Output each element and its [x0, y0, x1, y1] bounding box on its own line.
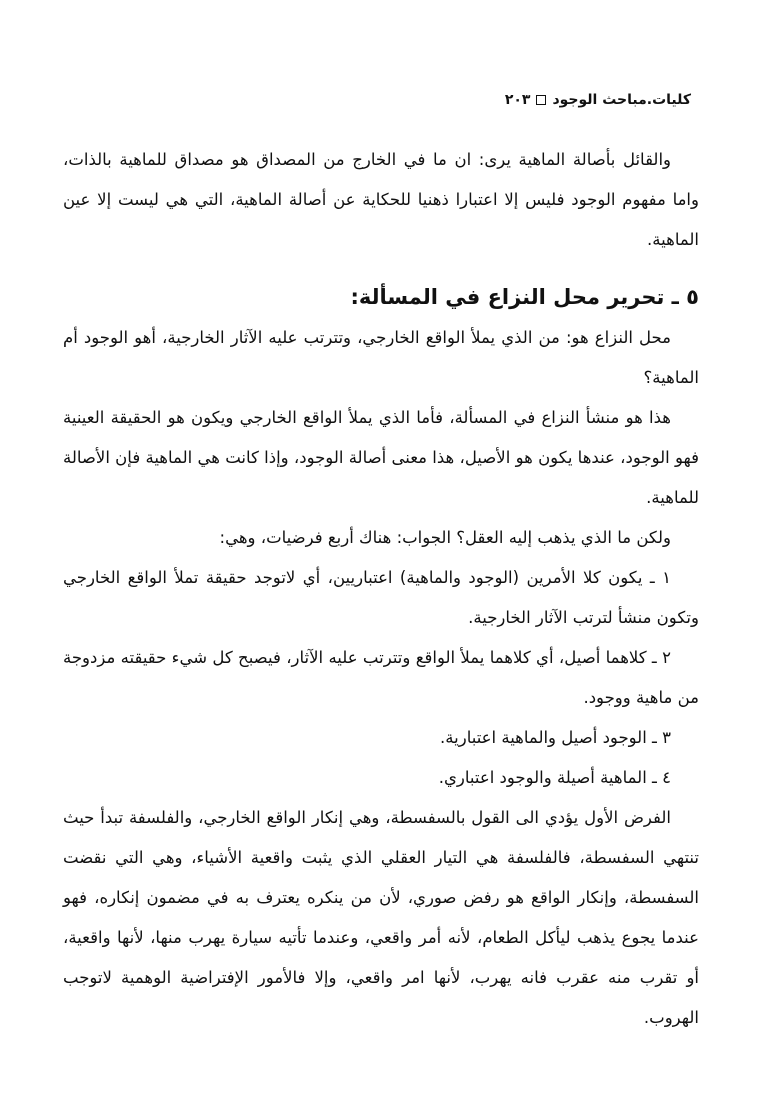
running-header [505, 92, 691, 108]
section-heading: ٥ ـ تحرير محل النزاع في المسألة: [350, 285, 699, 309]
list-item-hypothesis-4: ٤ ـ الماهية أصيلة والوجود اعتباري. [438, 768, 671, 787]
header-title: كليات.مباحث الوجود [552, 92, 691, 108]
list-item-hypothesis-2: ٢ ـ كلاهما أصيل، أي كلاهما يملأ الواقع وتترتب عليه الآثار، فيصبح كل شيء حقيقته مزدوجة من ماهية ووجود. [63, 648, 699, 707]
paragraph-four-hypotheses: ولكن ما الذي يذهب إليه العقل؟ الجواب: هناك أربع فرضيات، وهي: [219, 528, 671, 547]
list-item-hypothesis-1: ١ ـ يكون كلا الأمرين (الوجود والماهية) اعتباريين، أي لاتوجد حقيقة تملأ الواقع الخارجي وتكون منشأ لترتب الآثار الخارجية. [63, 568, 699, 627]
body-text [63, 140, 699, 1038]
paragraph-dispute-origin: هذا هو منشأ النزاع في المسألة، فأما الذي يملأ الواقع الخارجي ويكون هو الحقيقة العينية فهو الوجود، عندها يكون هو الأصيل، هذا معنى أصالة الوجود، وإذا كانت هي الماهية فإن الأصالة للماهية. [63, 408, 699, 507]
paragraph-sophistry: الفرض الأول يؤدي الى القول بالسفسطة، وهي إنكار الواقع الخارجي، والفلسفة تبدأ حيث تنتهي السفسطة، فالفلسفة هي التيار العقلي الذي يثبت واقعية الأشياء، وهي التي نقضت السفسطة، وإنكار الواقع هو رفض صوري، لأن من ينكره يعترف به في مضمون إنكاره، فهو عندما يجوع يذهب ليأكل الطعام، لأنه أمر واقعي، وعندما تأتيه سيارة يهرب منها، لأنها واقعية، أو تقرب منه عقرب فانه يهرب، لأنها امر واقعي، وإلا فالأمور الإفتراضية الوهمية لاتوجب الهروب. [63, 808, 699, 1027]
list-item-hypothesis-3: ٣ ـ الوجود أصيل والماهية اعتبارية. [440, 728, 671, 747]
paragraph-essence-view: والقائل بأصالة الماهية يرى: ان ما في الخارج من المصداق هو مصداق للماهية بالذات، واما مفهوم الوجود فليس إلا اعتبارا ذهنيا للحكاية عن أصالة الماهية، التي هي ليست إلا عين الماهية. [63, 150, 699, 249]
square-separator-icon [536, 95, 546, 105]
paragraph-dispute-locus: محل النزاع هو: من الذي يملأ الواقع الخارجي، وتترتب عليه الآثار الخارجية، أهو الوجود أم الماهية؟ [63, 328, 699, 387]
page-number: ٢٠٣ [504, 92, 531, 108]
